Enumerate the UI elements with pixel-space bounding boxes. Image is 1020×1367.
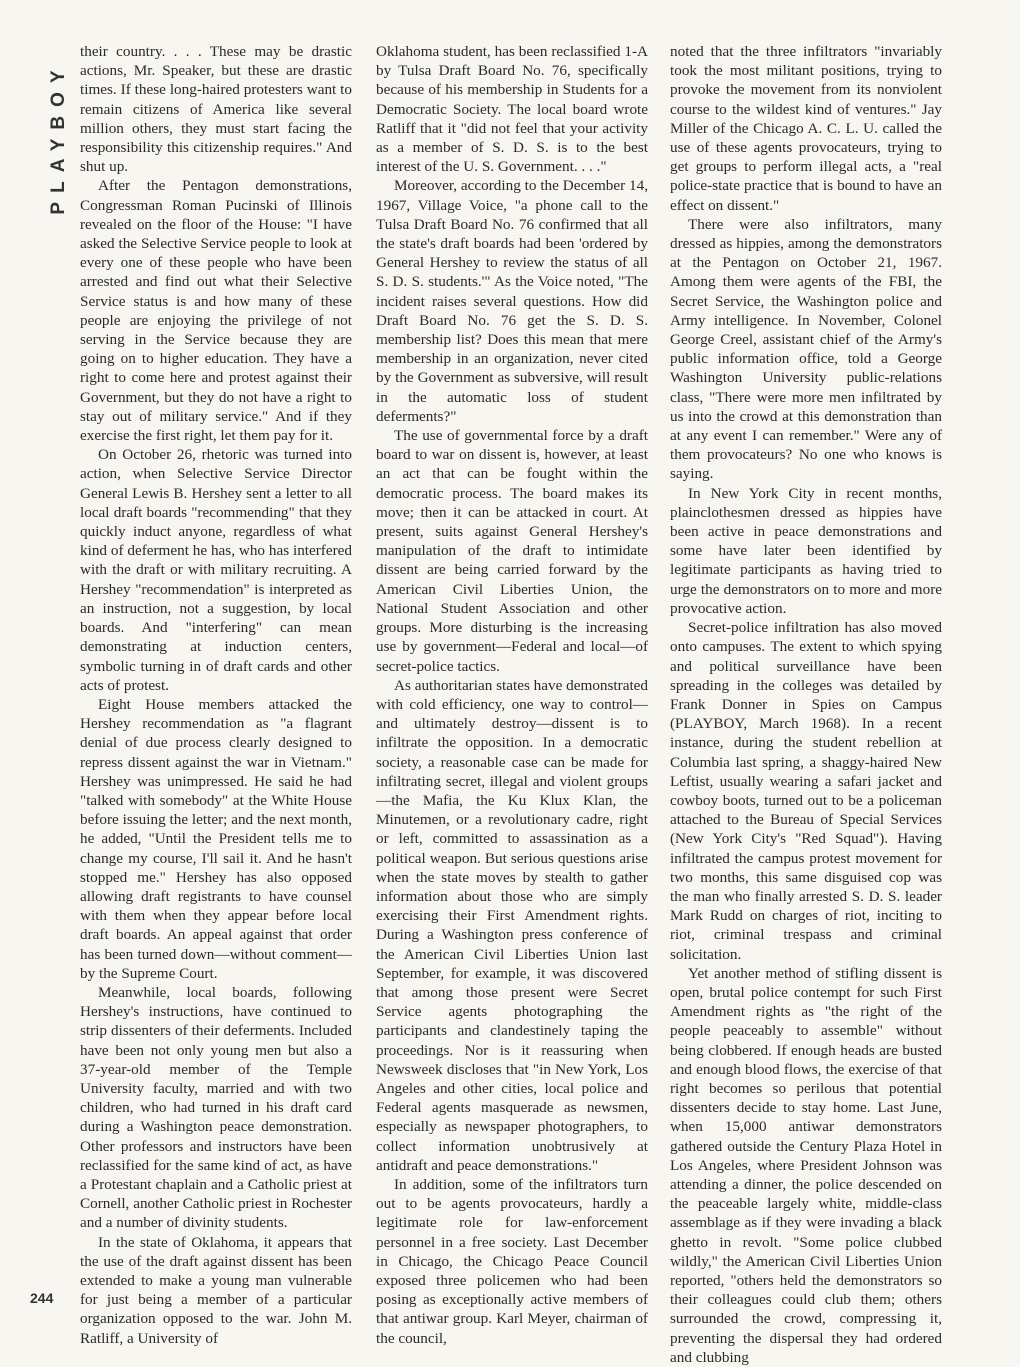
paragraph: There were also infiltrators, many dressed as hippies, among the demonstrators at the Pentagon on October 21, 1967. Among them were agents of the FBI, the Secret Service, the Washington police and Army intelligence. In November, Colonel George Creel, assistant chief of the Army's public information office, told a George Washington University public-relations class, "There were more men infiltrated by us into the crowd at this demonstration than at any event I can remember." Were any of them provocateurs? No one who knows is saying.: [670, 215, 942, 483]
paragraph: Oklahoma student, has been reclassified 1-A by Tulsa Draft Board No. 76, specifically because of his membership in Students for a Democratic Society. The local board wrote Ratliff that it "did not feel that your activity as a member of S. D. S. is to the best interest of the U. S. Government. . . .": [376, 43, 648, 176]
paragraph: On October 26, rhetoric was turned into action, when Selective Service Director General Lewis B. Hershey sent a letter to all local draft boards "recommending" that they quickly induct anyone, regardless of what kind of deferment he has, who has interfered with the draft or with military recruiting. A Hershey "recommendation" is interpreted as an instruction, not a suggestion, by local boards. And "interfering" can mean demonstrating at induction centers, symbolic turning in of draft cards and other acts of protest.: [80, 446, 352, 694]
paragraph: their country. . . . These may be drastic actions, Mr. Speaker, but these are drastic times. If these long-haired protesters want to remain citizens of America like several million others, they must start facing the responsibility this citizenship requires." And shut up.: [80, 43, 352, 176]
page-number: 244: [30, 1290, 54, 1306]
paragraph: The use of governmental force by a draft board to war on dissent is, however, at least an act that can be fought within the democratic process. The board makes its move; then it can be attacked in court. At present, suits against General Hershey's manipulation of the draft to intimidate dissent are being carried forward by the American Civil Liberties Union, the National Student Association and other groups. More disturbing is the increasing use by government—Federal and local—of secret-police tactics.: [376, 427, 648, 675]
paragraph: Moreover, according to the December 14, 1967, Village Voice, "a phone call to the Tulsa Draft Board No. 76 confirmed that all the state's draft boards had been 'ordered by General Hershey to review the status of all S. D. S. students.'" As the Voice noted, "The incident raises several questions. How did Draft Board No. 76 get the S. D. S. membership list? Does this mean that mere membership in an organization, never cited by the Government as subversive, will result in the automatic loss of student deferments?": [376, 177, 648, 425]
paragraph: In addition, some of the infiltrators turn out to be agents provocateurs, hardly a legitimate role for law-enforcement personnel in a free society. Last December in Chicago, the Chicago Peace Council exposed three policemen who had been posing as exceptionally active members of that antiwar group. Karl Meyer, chairman of the council,: [376, 1175, 648, 1347]
paragraph: After the Pentagon demonstrations, Congressman Roman Pucinski of Illinois revealed on the floor of the House: "I have asked the Selective Service people to look at every one of these people who have been arrested and find out what their Selective Service status is and how many of these people are enjoying the privilege of not serving in the Service because they are going on to higher education. They have a right to come here and protest against their Government, but they do not have a right to stay out of military service." And if they exercise the first right, let them pay for it.: [80, 177, 352, 445]
paragraph: As authoritarian states have demonstrated with cold efficiency, one way to control—and ultimately destroy—dissent is to infiltrate the opposition. In a democratic society, a reasonable case can be made for infiltrating secret, illegal and violent groups—the Mafia, the Ku Klux Klan, the Minutemen, or a revolutionary cadre, right or left, committed to assassination as a political weapon. But serious questions arise when the state moves by stealth to gather information about those who are simply exercising their First Amendment rights. During a Washington press conference of the American Civil Liberties Union last September, for example, it was discovered that among those present were Secret Service agents photographing the participants and clandestinely taping the proceedings. Nor is it reassuring when Newsweek discloses that "in New York, Los Angeles and other cities, local police and Federal agents masquerade as newsmen, especially as newspaper photographers, to collect information unobtrusively at antidraft and peace demonstrations.": [376, 676, 648, 1174]
paragraph: In New York City in recent months, plainclothesmen dressed as hippies have been active in peace demonstrations and some have later been identified by legitimate participants as having tried to urge the demonstrators on to more and more provocative action.: [670, 484, 942, 617]
paragraph: Secret-police infiltration has also moved onto campuses. The extent to which spying and political surveillance have been spreading in the colleges was detailed by Frank Donner in Spies on Campus (PLAYBOY, March 1968). In a recent instance, during the student rebellion at Columbia last spring, a shaggy-haired New Leftist, usually wearing a safari jacket and cowboy boots, turned out to be a policeman attached to the Bureau of Special Services (New York City's "Red Squad"). Having infiltrated the campus protest movement for two months, this same disguised cop was the man who finally arrested S. D. S. leader Mark Rudd on charges of riot, inciting to riot, criminal trespass and criminal solicitation.: [670, 619, 942, 963]
paragraph: noted that the three infiltrators "invariably took the most militant positions, trying to provoke the movement from its nonviolent course to the wildest kind of ventures." Jay Miller of the Chicago A. C. L. U. called the use of these agents provocateurs, trying to get groups to perform illegal acts, a "real police-state practice that is bound to have an effect on dissent.": [670, 43, 942, 214]
article-column-1: [80, 42, 352, 1348]
article-column-3: [670, 42, 942, 1367]
article-column-2: [376, 42, 648, 1348]
paragraph: Meanwhile, local boards, following Hershey's instructions, have continued to strip dissenters of their deferments. Included have been not only young men but also a 37-year-old member of the Temple University faculty, married and with two children, who had turned in his draft card during a Washington peace demonstration. Other professors and instructors have been reclassified for the same kind of act, as have a Protestant chaplain and a Catholic priest at Cornell, another Catholic priest in Rochester and a number of divinity students.: [80, 983, 352, 1232]
magazine-masthead: [46, 58, 72, 218]
paragraph: Eight House members attacked the Hershey recommendation as "a flagrant denial of due process clearly designed to repress dissent against the war in Vietnam." Hershey was unimpressed. He said he had "talked with somebody" at the White House before issuing the letter; and the next month, he added, "Until the President tells me to change my course, I'll sail it. And he hasn't stopped me." Hershey has also opposed allowing draft registrants to have counsel with them when they appear before local draft boards. An appeal against that order has been turned down—without comment—by the Supreme Court.: [80, 695, 352, 982]
paragraph: Yet another method of stifling dissent is open, brutal police contempt for such First Amendment rights as "the right of the people peaceably to assemble" without being clobbered. If enough heads are busted and enough blood flows, the exercise of that right becomes so perilous that potential dissenters decide to stay home. Last June, when 15,000 antiwar demonstrators gathered outside the Century Plaza Hotel in Los Angeles, where President Johnson was attending a dinner, the police descended on the peaceable largely white, middle-class assemblage as if they were invading a black ghetto in revolt. "Some police clubbed wildly," the American Civil Liberties Union reported, "others held the demonstrators so their colleagues could club them; others surrounded the crowd, compressing it, preventing the dispersal they had ordered and clubbing: [670, 964, 942, 1366]
masthead-text: PLAYBOY: [48, 61, 69, 215]
paragraph: In the state of Oklahoma, it appears that the use of the draft against dissent has been extended to make a young man vulnerable for just being a member of a particular organization opposed to the war. John M. Ratliff, a University of: [80, 1233, 352, 1347]
